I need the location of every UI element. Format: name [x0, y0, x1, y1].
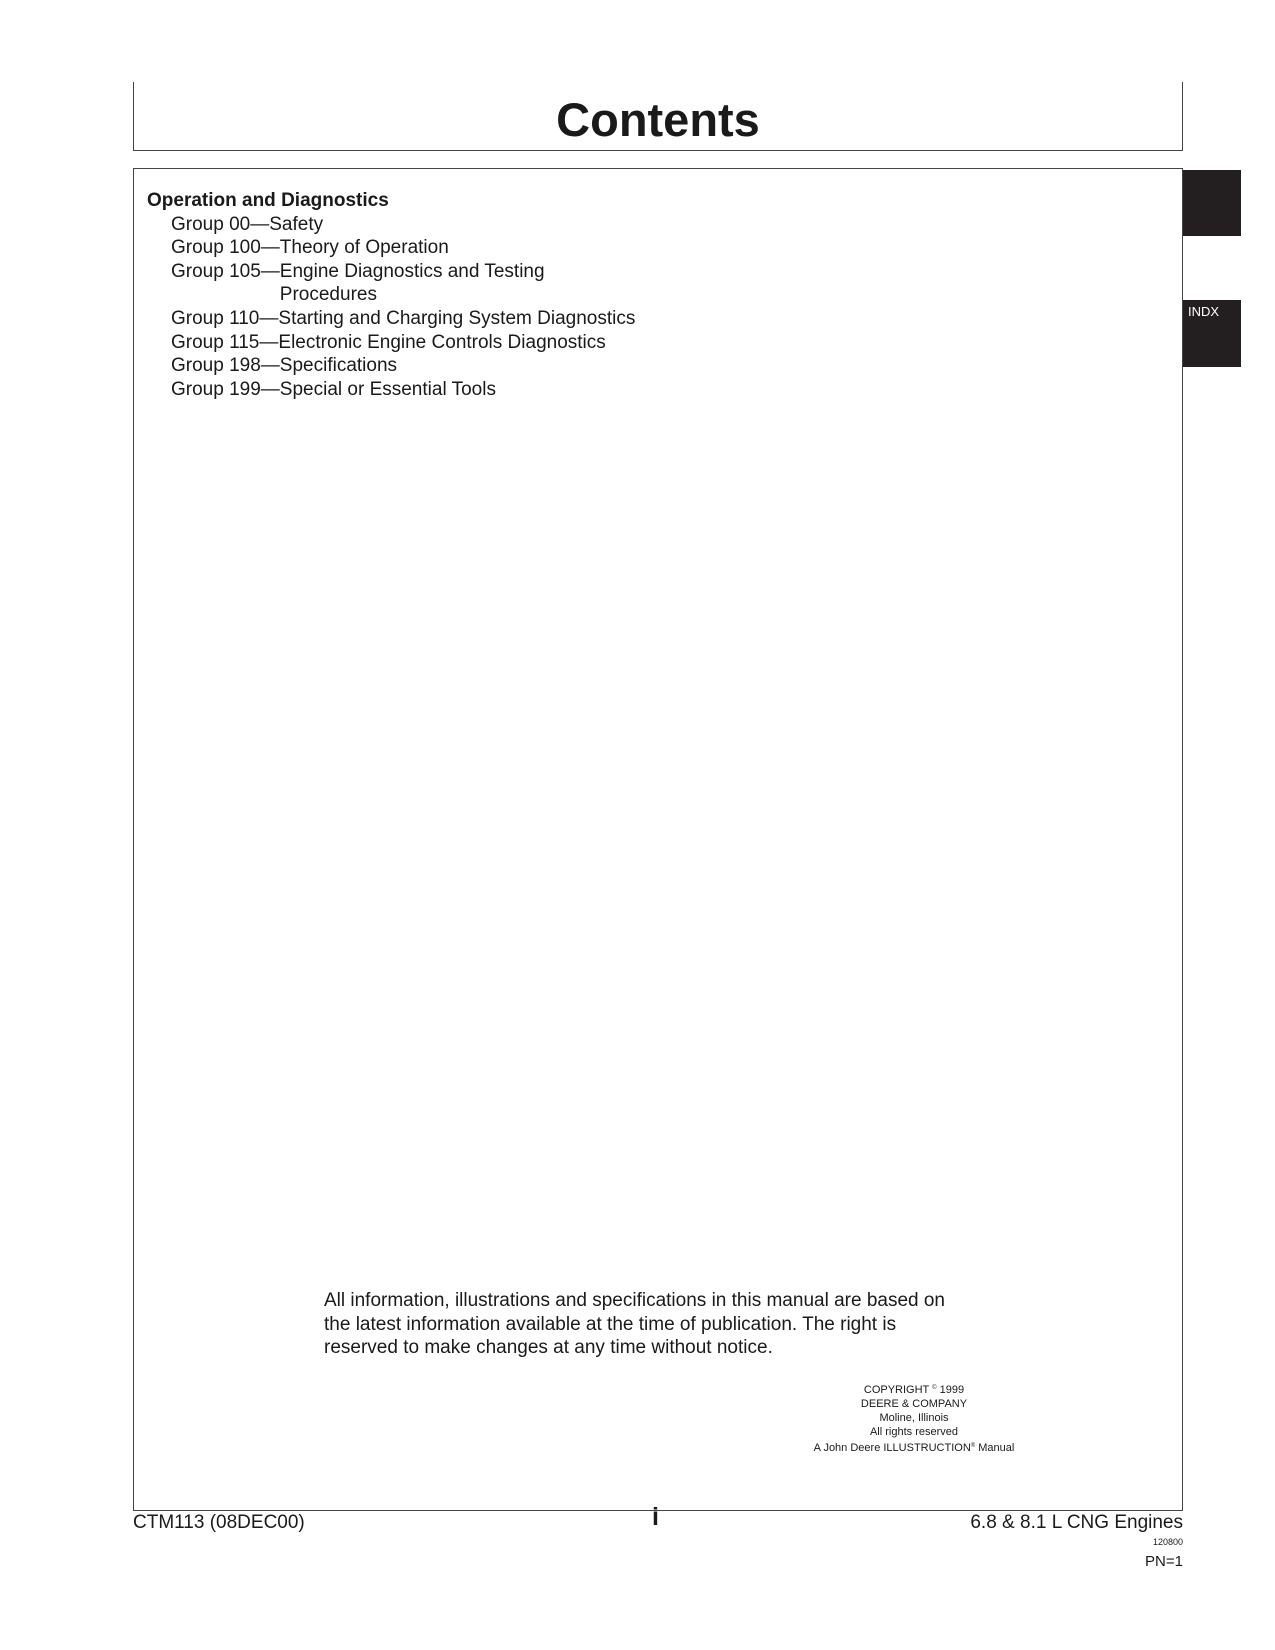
section-tab-marker[interactable] — [1183, 170, 1241, 236]
notice-line: reserved to make changes at any time without notice. — [324, 1337, 773, 1359]
disclaimer-notice — [324, 1289, 1004, 1360]
page-title: Contents — [556, 93, 760, 146]
index-tab[interactable] — [1183, 300, 1241, 367]
page-number: i — [652, 1503, 659, 1531]
toc-group-title: Engine Diagnostics and Testing Procedures — [279, 260, 545, 306]
manual-id: CTM113 (08DEC00) — [133, 1512, 305, 1533]
toc-entry-group-110[interactable] — [147, 307, 640, 331]
toc-entry-group-199[interactable] — [147, 378, 640, 402]
toc-entry-group-115[interactable] — [147, 331, 640, 355]
toc-group-number: Group 105— — [171, 260, 280, 282]
footer-code: 120800 — [1152, 1537, 1183, 1547]
toc-entry-group-105[interactable] — [147, 260, 640, 307]
company-name: DEERE & COMPANY — [860, 1398, 968, 1410]
table-of-contents — [147, 189, 640, 401]
copyright-block — [794, 1381, 1034, 1455]
registered-symbol: ® — [970, 1443, 976, 1449]
page-pn: PN=1 — [1145, 1553, 1183, 1570]
copyright-label: COPYRIGHT — [863, 1384, 930, 1396]
toc-group-title: Special or Essential Tools — [279, 378, 496, 400]
copyright-symbol: © — [932, 1385, 937, 1391]
notice-line: All information, illustrations and specifications in this manual are based on — [324, 1290, 945, 1311]
copyright-year: 1999 — [939, 1384, 965, 1396]
toc-group-number: Group 00— — [171, 213, 270, 235]
toc-group-title: Starting and Charging System Diagnostics — [278, 307, 636, 329]
copyright-line — [794, 1381, 1034, 1397]
index-tab-label: INDX — [1188, 304, 1220, 319]
toc-group-title: Safety — [269, 213, 324, 235]
engine-title: 6.8 & 8.1 L CNG Engines — [970, 1512, 1183, 1533]
toc-group-number: Group 110— — [171, 307, 279, 329]
toc-group-title: Theory of Operation — [279, 237, 449, 259]
toc-entry-group-198[interactable] — [147, 354, 640, 378]
toc-entry-group-00[interactable] — [147, 213, 640, 237]
title-frame — [133, 82, 1183, 151]
toc-entry-group-100[interactable] — [147, 236, 640, 260]
manual-type-label: A John Deere ILLUSTRUCTION — [813, 1442, 971, 1454]
toc-group-number: Group 199— — [171, 378, 280, 400]
toc-group-title: Specifications — [279, 355, 398, 377]
toc-group-number: Group 100— — [171, 237, 280, 259]
toc-group-number: Group 115— — [171, 331, 279, 353]
manual-type-line — [794, 1439, 1034, 1455]
toc-group-title: Electronic Engine Controls Diagnostics — [278, 331, 606, 353]
toc-section-heading: Operation and Diagnostics — [147, 190, 389, 211]
manual-type-suffix: Manual — [978, 1442, 1015, 1454]
toc-group-number: Group 198— — [171, 355, 280, 377]
content-frame — [133, 168, 1183, 1511]
rights-reserved: All rights reserved — [869, 1426, 959, 1438]
company-location: Moline, Illinois — [879, 1412, 949, 1424]
notice-line: the latest information available at the time of publication. The right is — [324, 1313, 897, 1335]
